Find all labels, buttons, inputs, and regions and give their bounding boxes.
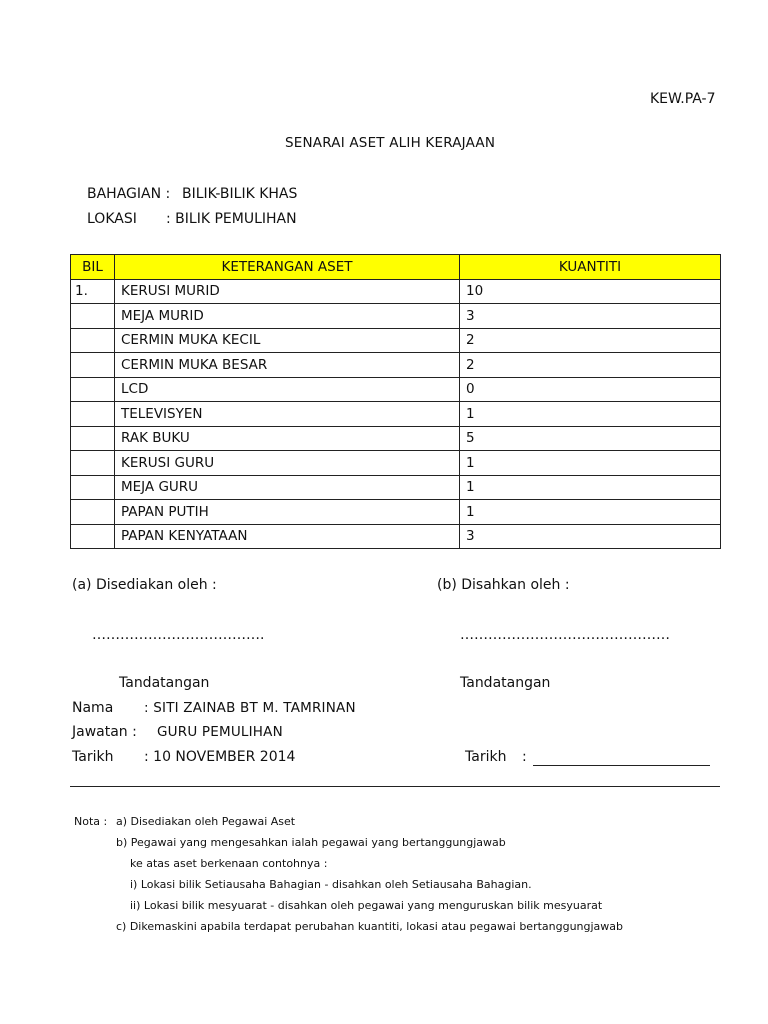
table-cell-bil: 1. (71, 279, 115, 304)
approved-signature-line: ……………………………………… (460, 627, 670, 643)
table-cell-kuantiti: 1 (460, 475, 721, 500)
table-cell-kuantiti: 1 (460, 451, 721, 476)
table-cell-bil (71, 475, 115, 500)
tarikh-approved-blank (533, 765, 710, 766)
table-cell-kuantiti: 1 (460, 500, 721, 525)
table-row (71, 500, 721, 525)
note-b: b) Pegawai yang mengesahkan ialah pegawai yang bertanggungjawab (116, 836, 506, 849)
table-row (71, 524, 721, 549)
table-row (71, 377, 721, 402)
table-cell-keterangan: PAPAN PUTIH (115, 500, 460, 525)
form-code: KEW.PA-7 (650, 91, 716, 107)
table-header-row (71, 255, 721, 280)
asset-table (70, 254, 721, 549)
tarikh-label: Tarikh (72, 749, 114, 765)
jawatan-label: Jawatan : (72, 724, 137, 740)
table-cell-keterangan: KERUSI MURID (115, 279, 460, 304)
tarikh-approved-colon: : (522, 749, 527, 765)
bahagian-label: BAHAGIAN : (87, 186, 171, 202)
nama-value: : SITI ZAINAB BT M. TAMRINAN (144, 700, 356, 716)
page-title: SENARAI ASET ALIH KERAJAAN (285, 135, 496, 151)
table-cell-kuantiti: 2 (460, 353, 721, 378)
table-row (71, 402, 721, 427)
table-cell-bil (71, 328, 115, 353)
table-row (71, 451, 721, 476)
note-b-ii: ii) Lokasi bilik mesyuarat - disahkan oleh pegawai yang menguruskan bilik mesyuarat (130, 899, 603, 912)
table-row (71, 475, 721, 500)
table-cell-keterangan: LCD (115, 377, 460, 402)
table-row (71, 279, 721, 304)
table-cell-kuantiti: 10 (460, 279, 721, 304)
table-row (71, 328, 721, 353)
table-cell-kuantiti: 5 (460, 426, 721, 451)
prepared-signature-line: ………………………………. (92, 627, 265, 643)
table-row (71, 426, 721, 451)
table-cell-bil (71, 426, 115, 451)
table-cell-keterangan: TELEVISYEN (115, 402, 460, 427)
table-cell-kuantiti: 3 (460, 524, 721, 549)
header-kuantiti: KUANTITI (460, 255, 721, 280)
table-row (71, 353, 721, 378)
table-cell-bil (71, 353, 115, 378)
table-cell-bil (71, 402, 115, 427)
jawatan-value: GURU PEMULIHAN (157, 724, 283, 740)
prepared-by-label: (a) Disediakan oleh : (72, 577, 217, 593)
table-cell-bil (71, 451, 115, 476)
table-cell-bil (71, 377, 115, 402)
table-cell-kuantiti: 0 (460, 377, 721, 402)
bahagian-value: BILIK-BILIK KHAS (182, 186, 298, 202)
section-divider (70, 786, 720, 787)
table-row (71, 304, 721, 329)
table-cell-keterangan: RAK BUKU (115, 426, 460, 451)
note-c: c) Dikemaskini apabila terdapat perubahan kuantiti, lokasi atau pegawai bertanggungjawab (116, 920, 624, 933)
lokasi-value: : BILIK PEMULIHAN (166, 211, 297, 227)
signature-label-prepared: Tandatangan (119, 675, 210, 691)
table-cell-keterangan: PAPAN KENYATAAN (115, 524, 460, 549)
table-cell-kuantiti: 1 (460, 402, 721, 427)
table-cell-keterangan: CERMIN MUKA BESAR (115, 353, 460, 378)
table-cell-keterangan: MEJA GURU (115, 475, 460, 500)
table-cell-keterangan: MEJA MURID (115, 304, 460, 329)
header-bil: BIL (71, 255, 115, 280)
tarikh-approved-label: Tarikh (465, 749, 507, 765)
table-cell-bil (71, 500, 115, 525)
note-b-continuation: ke atas aset berkenaan contohnya : (130, 857, 328, 870)
table-cell-kuantiti: 2 (460, 328, 721, 353)
signature-label-approved: Tandatangan (460, 675, 551, 691)
table-cell-keterangan: KERUSI GURU (115, 451, 460, 476)
note-a: a) Disediakan oleh Pegawai Aset (116, 815, 296, 828)
tarikh-value: : 10 NOVEMBER 2014 (144, 749, 296, 765)
table-cell-kuantiti: 3 (460, 304, 721, 329)
table-cell-bil (71, 524, 115, 549)
approved-by-label: (b) Disahkan oleh : (437, 577, 570, 593)
note-b-i: i) Lokasi bilik Setiausaha Bahagian - disahkan oleh Setiausaha Bahagian. (130, 878, 532, 891)
table-cell-bil (71, 304, 115, 329)
table-cell-keterangan: CERMIN MUKA KECIL (115, 328, 460, 353)
nama-label: Nama (72, 700, 114, 716)
header-keterangan: KETERANGAN ASET (115, 255, 460, 280)
lokasi-label: LOKASI (87, 211, 137, 227)
notes-label: Nota : (74, 815, 108, 828)
